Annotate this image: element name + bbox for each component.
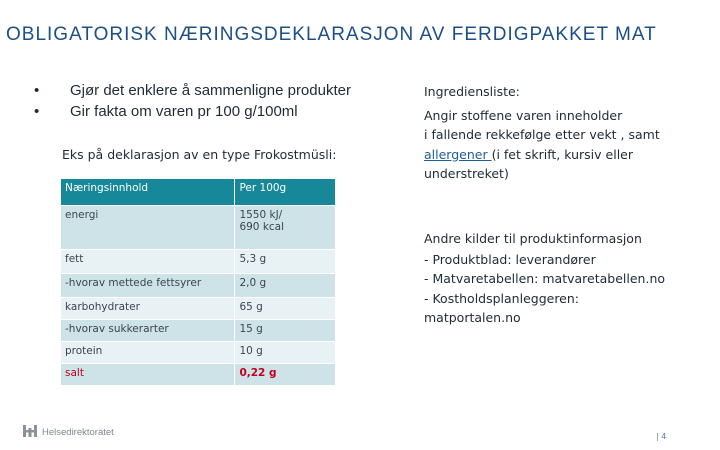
table-cell-nutrient: -hvorav sukkerarter	[61, 320, 235, 342]
table-row	[61, 320, 336, 342]
table-row	[61, 364, 336, 386]
table-row	[61, 342, 336, 364]
table-row	[61, 274, 336, 298]
table-row	[61, 206, 336, 250]
table-cell-value: 65 g	[235, 298, 336, 320]
page-number: | 4	[656, 432, 667, 441]
bullet-list	[34, 80, 351, 122]
table-cell-value: 0,22 g	[235, 364, 336, 386]
table-cell-nutrient: protein	[61, 342, 235, 364]
other-sources-line: matportalen.no	[424, 310, 521, 325]
table-cell-nutrient: salt	[61, 364, 235, 386]
table-row	[61, 298, 336, 320]
bullet-text: Gjør det enklere å sammenligne produkter	[70, 82, 351, 99]
table-cell-value: 5,3 g	[235, 250, 336, 274]
nutrition-table	[60, 178, 336, 386]
page-title: OBLIGATORISK NÆRINGSDEKLARASJON AV FERDIGPAKKET MAT	[6, 24, 657, 45]
ingredients-text	[424, 145, 714, 165]
other-sources-line: - Matvaretabellen: matvaretabellen.no	[424, 271, 666, 286]
ingredients-heading: Ingrediensliste:	[424, 84, 520, 99]
bullet-dot-icon: •	[34, 103, 40, 120]
table-header-row	[61, 179, 336, 206]
other-sources-line: - Kostholdsplanleggeren:	[424, 290, 580, 306]
ingredients-text-rest: (i fet skrift, kursiv eller	[491, 146, 633, 162]
ingredients-text: i fallende rekkefølge etter vekt , samt	[424, 127, 660, 142]
table-cell-value: 15 g	[235, 320, 336, 342]
table-cell-value	[235, 206, 336, 250]
table-cell-value: 10 g	[235, 342, 336, 364]
bullet-item	[34, 101, 351, 122]
ingredients-section	[424, 82, 714, 184]
bullet-text: Gir fakta om varen pr 100 g/100ml	[70, 103, 298, 120]
table-header-cell: Næringsinnhold	[61, 179, 235, 206]
table-cell-value: 2,0 g	[235, 274, 336, 298]
table-header-cell: Per 100g	[235, 179, 336, 206]
energy-kj: 1550 kJ/	[239, 209, 283, 221]
table-cell-nutrient: karbohydrater	[61, 298, 235, 320]
other-sources-heading: Andre kilder til produktinformasjon	[424, 231, 642, 246]
table-cell-nutrient: energi	[61, 206, 235, 250]
logo-text: Helsedirektoratet	[42, 427, 114, 438]
table-row	[61, 250, 336, 274]
table-cell-nutrient: fett	[61, 250, 235, 274]
example-heading: Eks på deklarasjon av en type Frokostmüsli:	[62, 147, 337, 162]
other-sources-section	[424, 229, 714, 328]
energy-kcal: 690 kcal	[239, 221, 285, 233]
other-sources-line: - Produktblad: leverandører	[424, 251, 596, 267]
bullet-dot-icon: •	[34, 82, 40, 99]
ingredients-text: Angir stoffene varen inneholder	[424, 107, 623, 123]
table-cell-nutrient: -hvorav mettede fettsyrer	[61, 274, 235, 298]
ingredients-text: understreket)	[424, 166, 509, 181]
footer-logo	[22, 424, 114, 441]
allergener-link[interactable]: allergener	[424, 146, 492, 162]
helsedirektoratet-logo-icon	[22, 424, 42, 441]
bullet-item	[34, 80, 351, 101]
